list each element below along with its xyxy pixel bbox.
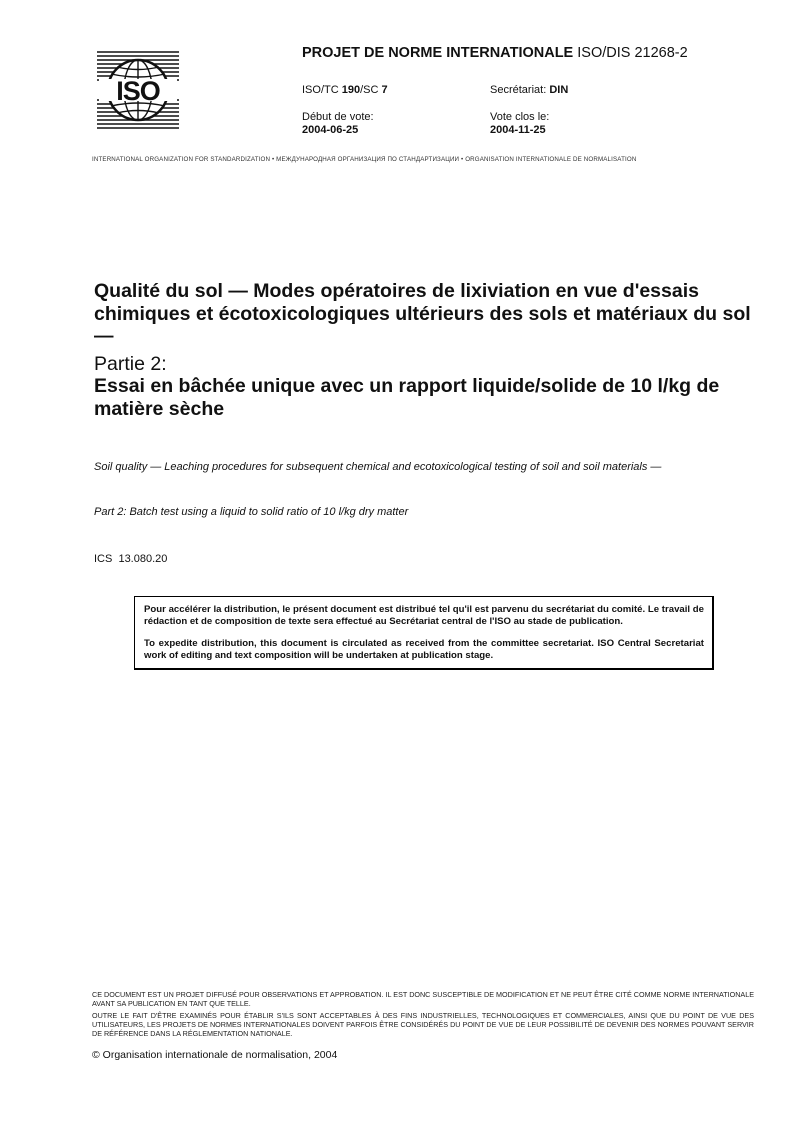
secretariat: Secrétariat: DIN (490, 84, 569, 96)
iso-logo (95, 50, 181, 130)
distribution-notice-box (134, 596, 714, 670)
part-label: Partie 2: (94, 353, 167, 375)
iso-logo-icon (95, 50, 181, 130)
secretariat-value: DIN (549, 84, 569, 96)
notice-fr: Pour accélérer la distribution, le présent document est distribué tel qu'il est parvenu du secrétariat du comité. Le travail de rédaction et de composition de texte sera effectué au Secrétariat central de l'ISO au stade de publication. (144, 604, 704, 627)
copyright-notice: © Organisation internationale de normalisation, 2004 (92, 1049, 338, 1061)
document-title-fr: Qualité du sol — Modes opératoires de lixiviation en vue d'essais chimiques et écotoxicologiques ultérieurs des sols et matériaux du sol — (94, 280, 751, 347)
disclaimer-paragraph-2: OUTRE LE FAIT D'ÊTRE EXAMINÉS POUR ÉTABLIR S'ILS SONT ACCEPTABLES À DES FINS INDUSTRIELLES, TECHNOLOGIQUES ET COMMERCIALES, AINSI QUE DU POINT DE VUE DES UTILISATEURS, LES PROJETS DE NORMES INTERNATIONALES DOIVENT PARFOIS ÊTRE CONSIDÉRÉS DU POINT DE VUE DE LEUR POSSIBILITÉ DE DEVENIR DES NORMES POUVANT SERVIR DE RÉFÉRENCE DANS LA RÉGLEMENTATION NATIONALE. (92, 1011, 754, 1038)
draft-disclaimer (92, 990, 754, 1038)
ics-code: ICS 13.080.20 (94, 553, 168, 565)
organization-names-line: INTERNATIONAL ORGANIZATION FOR STANDARDIZATION • МЕЖДУНАРОДНАЯ ОРГАНИЗАЦИЯ ПО СТАНДАРТИЗАЦИИ • ORGANISATION INTERNATIONALE DE NORMALISATION (92, 156, 637, 163)
draft-standard-label: PROJET DE NORME INTERNATIONALE (302, 45, 574, 61)
disclaimer-paragraph-1: CE DOCUMENT EST UN PROJET DIFFUSÉ POUR OBSERVATIONS ET APPROBATION. IL EST DONC SUSCEPTIBLE DE MODIFICATION ET NE PEUT ÊTRE CITÉ COMME NORME INTERNATIONALE AVANT SA PUBLICATION EN TANT QUE TELLE. (92, 990, 754, 1008)
notice-en: To expedite distribution, this document is circulated as received from the committee secretariat. ISO Central Secretariat work of editing and text composition will be undertaken at publication stage. (144, 638, 704, 661)
vote-end-date: 2004-11-25 (490, 124, 546, 136)
vote-start-label: Début de vote: (302, 111, 374, 123)
document-type-title (302, 45, 688, 61)
document-title-en: Soil quality — Leaching procedures for subsequent chemical and ecotoxicological testing of soil and soil materials — (94, 461, 662, 473)
part-title-fr: Essai en bâchée unique avec un rapport liquide/solide de 10 l/kg de matière sèche (94, 375, 720, 420)
svg-text:ISO: ISO (116, 76, 160, 106)
vote-start-date: 2004-06-25 (302, 124, 359, 136)
committee-reference: ISO/TC 190/SC 7 (302, 84, 388, 96)
vote-end-label: Vote clos le: (490, 111, 550, 123)
document-number: ISO/DIS 21268-2 (577, 45, 688, 61)
part-title-en: Part 2: Batch test using a liquid to solid ratio of 10 l/kg dry matter (94, 506, 409, 518)
sc-number: 7 (381, 84, 388, 96)
tc-number: 190 (341, 84, 361, 96)
